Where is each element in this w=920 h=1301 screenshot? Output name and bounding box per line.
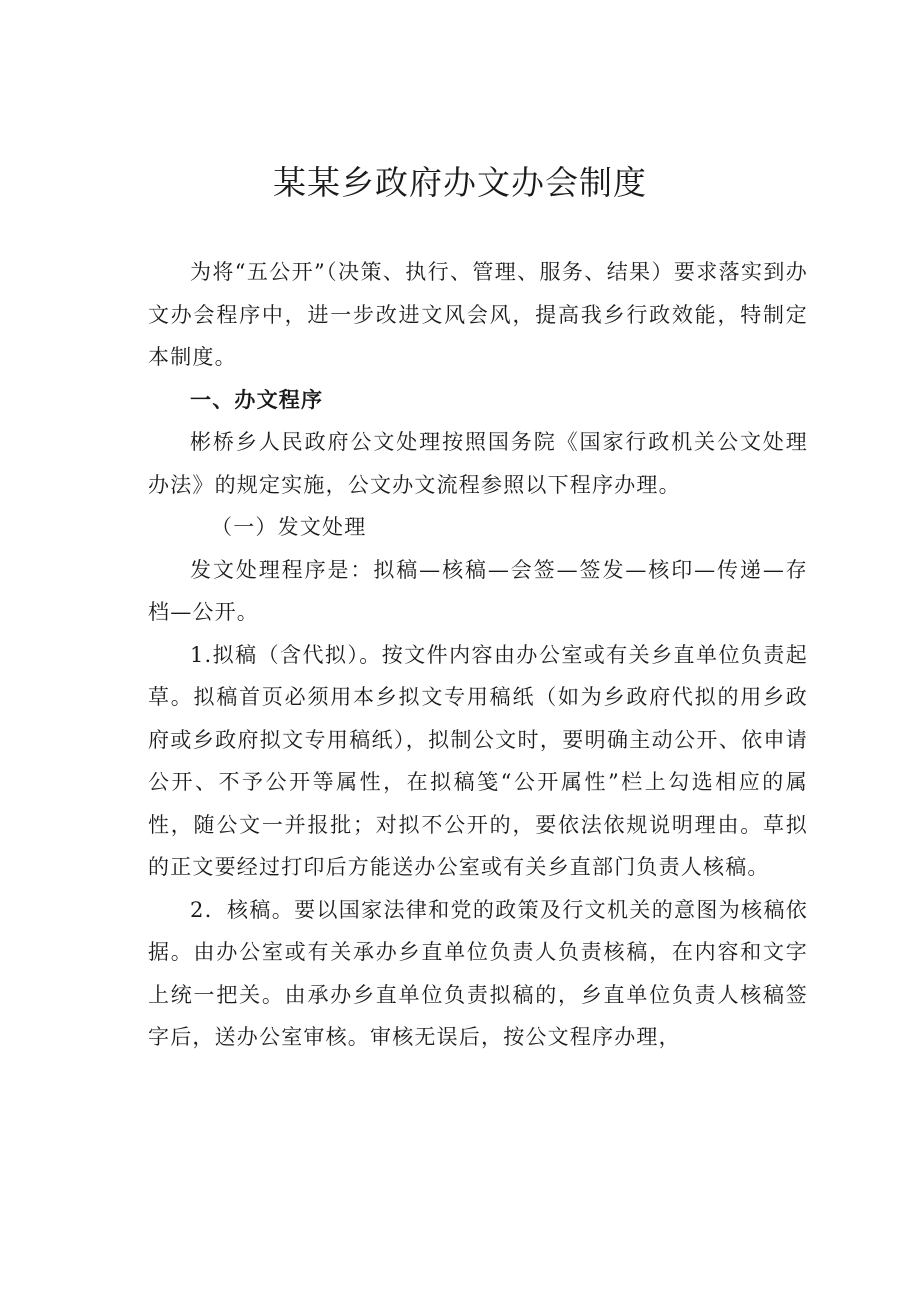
section-heading-1: 一、办文程序 [190, 387, 324, 412]
procedure-paragraph: 发文处理程序是：拟稿—核稿—会签—签发—核印—传递—存档—公开。 [148, 557, 808, 624]
document-title: 某某乡政府办文办会制度 [273, 163, 647, 202]
document-body [148, 251, 808, 1059]
item-2-paragraph: 2．核稿。要以国家法律和党的政策及行文机关的意图为核稿依据。由办公室或有关承办乡直单位负责人负责核稿，在内容和文字上统一把关。由承办乡直单位负责拟稿的，乡直单位负责人核稿签字后，送办公室审核。审核无误后，按公文程序办理， [148, 897, 808, 1049]
intro-paragraph: 为将“五公开”（决策、执行、管理、服务、结果）要求落实到办文办会程序中，进一步改进文风会风，提高我乡行政效能，特制定本制度。 [148, 260, 808, 369]
subsection-heading-1: （一）发文处理 [211, 515, 367, 539]
item-1-paragraph: 1.拟稿（含代拟）。按文件内容由办公室或有关乡直单位负责起草。拟稿首页必须用本乡拟文专用稿纸（如为乡政府代拟的用乡政府或乡政府拟文专用稿纸），拟制公文时，要明确主动公开、依申请公开、不予公开等属性，在拟稿笺“公开属性”栏上勾选相应的属性，随公文一并报批；对拟不公开的，要依法依规说明理由。草拟的正文要经过打印后方能送办公室或有关乡直部门负责人核稿。 [148, 642, 808, 879]
section-1-paragraph: 彬桥乡人民政府公文处理按照国务院《国家行政机关公文处理办法》的规定实施，公文办文流程参照以下程序办理。 [148, 430, 808, 497]
